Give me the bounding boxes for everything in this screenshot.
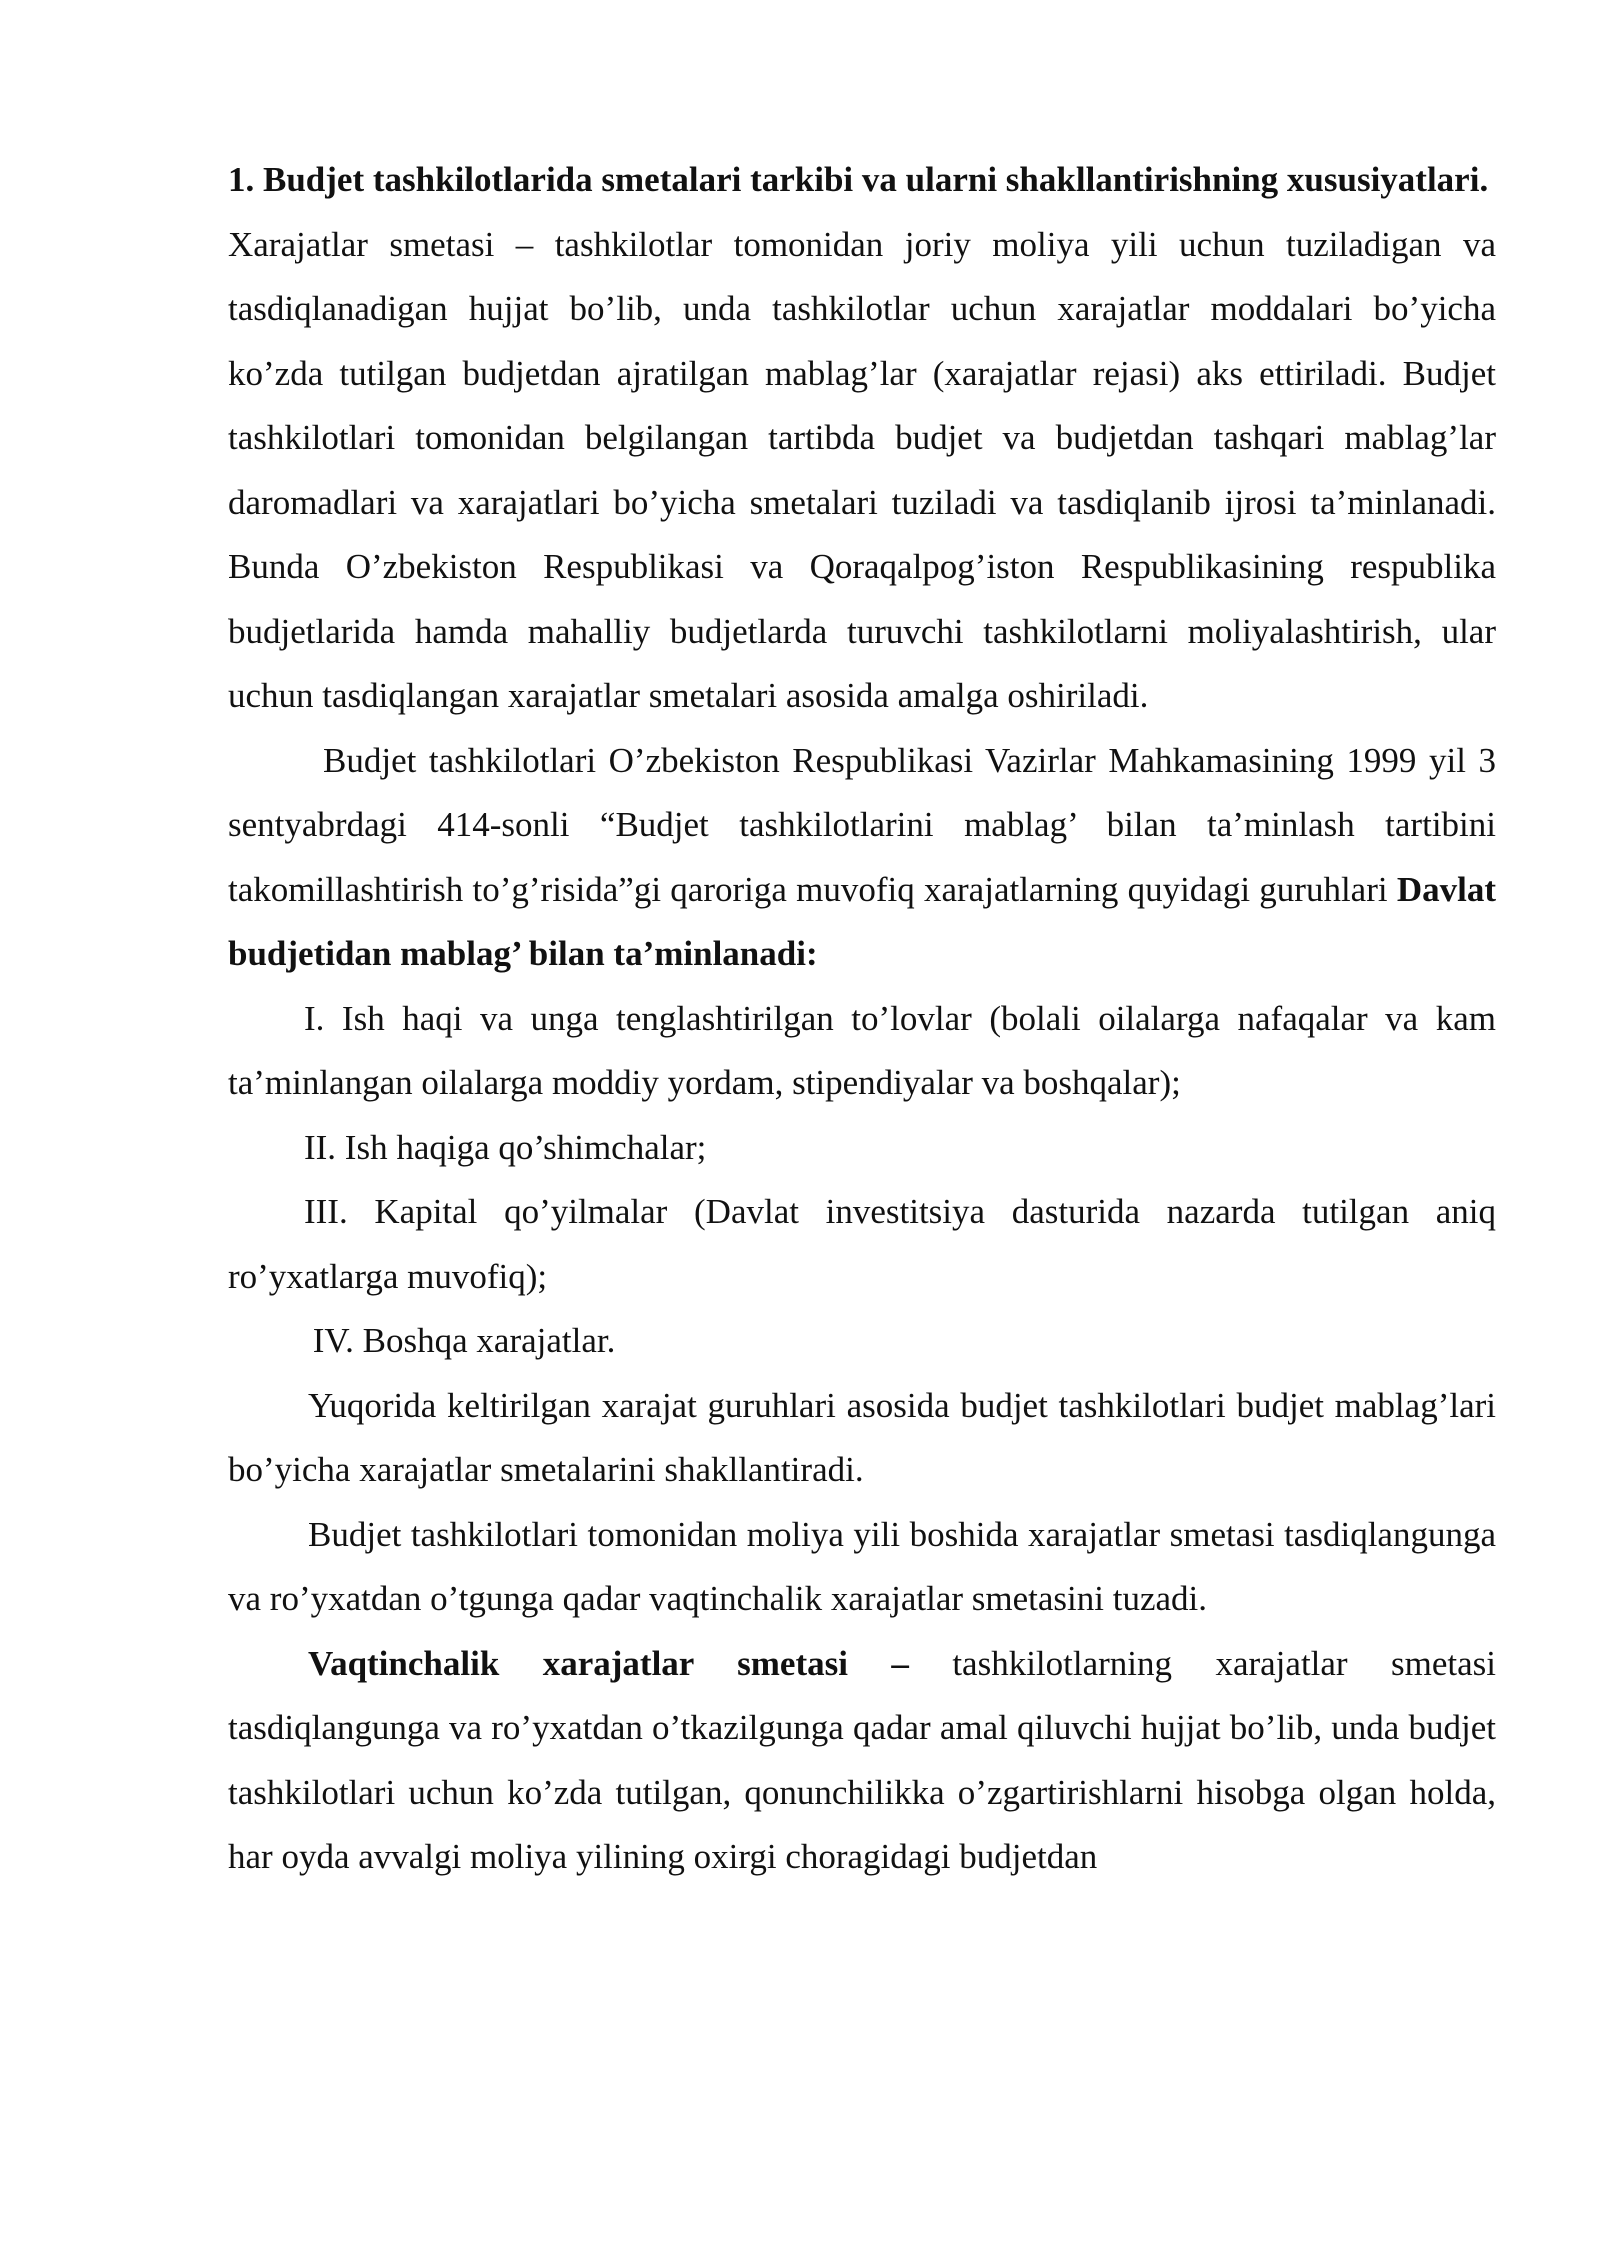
list-item-2: II. Ish haqiga qo’shimchalar;	[304, 1127, 707, 1167]
paragraph-expense-groups: Yuqorida keltirilgan xarajat guruhlari asosida budjet tashkilotlari budjet mablag’lari bo’yicha xarajatlar smetalarini shakllantiradi.	[228, 1385, 1496, 1489]
paragraph-smeta-definition: Xarajatlar smetasi – tashkilotlar tomonidan joriy moliya yili uchun tuziladigan va tasdiqlanadigan hujjat bo’lib, unda tashkilotlar uchun xarajatlar moddalari bo’yicha ko’zda tutilgan budjetdan ajratilgan mablag’lar (xarajatlar rejasi) aks ettiriladi. Budjet tashkilotlari tomonidan belgilangan tartibda budjet va budjetdan tashqari mablag’lar daromadlari va xarajatlari bo’yicha smetalari tuziladi va tasdiqlanib ijrosi ta’minlanadi. Bunda O’zbekiston Respublikasi va Qoraqalpog’iston Respublikasining respublika budjetlarida hamda mahalliy budjetlarda turuvchi tashkilotlarni moliyalashtirish, ular uchun tasdiqlangan xarajatlar smetalari asosida amalga oshiriladi.	[228, 224, 1496, 715]
section-heading: 1. Budjet tashkilotlarida smetalari tarkibi va ularni shakllantirishning xususiyatlari.	[228, 160, 1489, 199]
paragraph-resolution-bold: Davlat budjetidan mablag’ bilan ta’minlanadi:	[228, 869, 1496, 973]
paragraph-resolution-text: Budjet tashkilotlari O’zbekiston Respublikasi Vazirlar Mahkamasining 1999 yil 3 sentyabrdagi 414-sonli “Budjet tashkilotlarini mablag’ bilan ta’minlash tartibini takomillashtirish to’g’risida”gi qaroriga muvofiq xarajatlarning quyidagi guruhlari	[228, 740, 1496, 909]
paragraph-temporary-definition-bold: Vaqtinchalik xarajatlar smetasi –	[308, 1643, 909, 1683]
document-page	[228, 148, 1496, 1890]
list-item-1: I. Ish haqi va unga tenglashtirilgan to’lovlar (bolali oilalarga nafaqalar va kam ta’minlangan oilalarga moddiy yordam, stipendiyalar va boshqalar);	[228, 998, 1496, 1102]
list-item-3: III. Kapital qo’yilmalar (Davlat investitsiya dasturida nazarda tutilgan aniq ro’yxatlarga muvofiq);	[228, 1192, 1496, 1296]
paragraph-resolution	[228, 729, 1496, 987]
list-item-4: IV. Boshqa xarajatlar.	[304, 1321, 616, 1360]
paragraph-temporary-smeta: Budjet tashkilotlari tomonidan moliya yili boshida xarajatlar smetasi tasdiqlangunga va ro’yxatdan o’tgunga qadar vaqtinchalik xarajatlar smetasini tuzadi.	[228, 1514, 1496, 1618]
paragraph-temporary-definition	[228, 1632, 1496, 1890]
paragraph-temporary-definition-text: tashkilotlarning xarajatlar smetasi tasdiqlangunga va ro’yxatdan o’tkazilgunga qadar amal qiluvchi hujjat bo’lib, unda budjet tashkilotlari uchun ko’zda tutilgan, qonunchilikka o’zgartirishlarni hisobga olgan holda, har oyda avvalgi moliya yilining oxirgi choragidagi budjetdan	[228, 1643, 1496, 1876]
